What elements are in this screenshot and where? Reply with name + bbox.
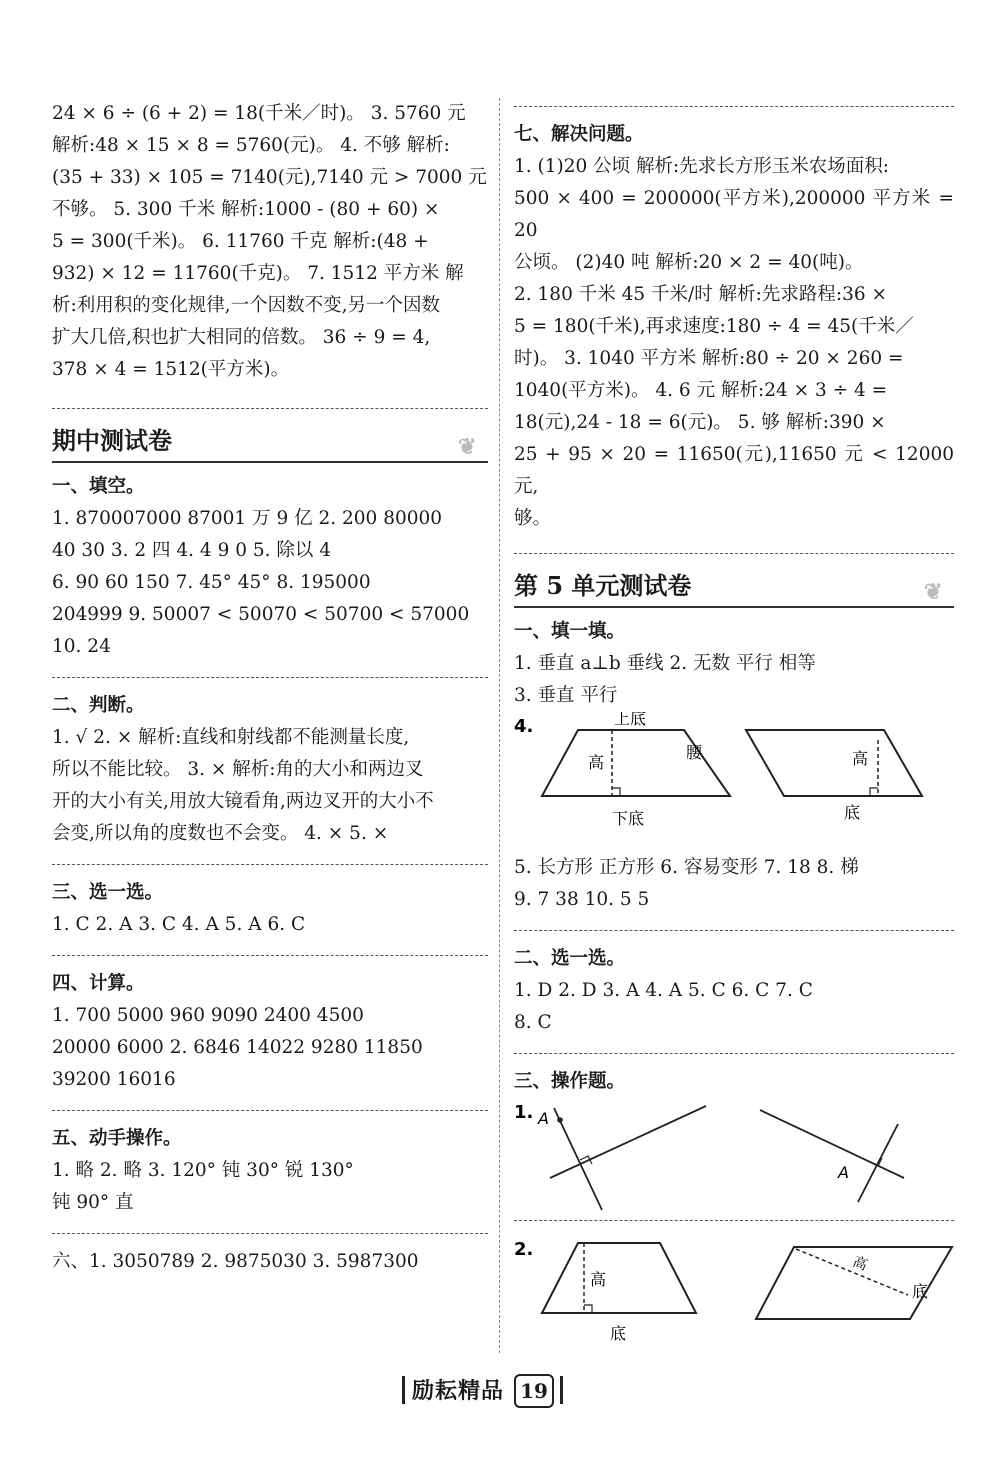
- dashed-divider: [514, 553, 954, 554]
- subsection-heading: 一、填空。: [52, 476, 145, 497]
- text-line: 钝 90° 直: [52, 1192, 134, 1213]
- leaf-icon: ❦: [458, 434, 477, 460]
- page-number: 19: [514, 1374, 554, 1408]
- text-line: 20000 6000 2. 6846 14022 9280 11850: [52, 1037, 423, 1058]
- label-waist: 腰: [686, 743, 703, 762]
- trapezoid-shape: [542, 730, 730, 796]
- question-number: 4.: [514, 716, 534, 737]
- subsection-heading: 四、计算。: [52, 973, 145, 994]
- height-drawing-figure: [514, 1233, 954, 1351]
- text-line: 9. 7 38 10. 5 5: [514, 889, 650, 910]
- text-line: 5 = 300(千米)。 6. 11760 千克 解析:(48 +: [52, 231, 429, 252]
- text-line: 1040(平方米)。 4. 6 元 解析:24 × 3 ÷ 4 =: [514, 380, 888, 401]
- text-line: 1. C 2. A 3. C 4. A 5. A 6. C: [52, 914, 306, 935]
- text-line: 39200 16016: [52, 1069, 176, 1090]
- text-line: 会变,所以角的度数也不会变。 4. × 5. ×: [52, 823, 389, 844]
- question-number: 1.: [514, 1102, 534, 1123]
- dashed-divider: [514, 106, 954, 107]
- figure-q4: [514, 712, 954, 852]
- text-line: 8. C: [514, 1012, 552, 1033]
- text-line: 析:利用积的变化规律,一个因数不变,另一个因数: [52, 295, 440, 316]
- dashed-divider: [514, 930, 954, 931]
- footer-bar: [560, 1376, 563, 1404]
- text-line: 1. (1)20 公顷 解析:先求长方形玉米农场面积:: [514, 156, 890, 177]
- subsection-heading: 五、动手操作。: [52, 1128, 182, 1149]
- right-angle-mark: [870, 788, 878, 796]
- text-line: 开的大小有关,用放大镜看角,两边叉开的大小不: [52, 791, 434, 812]
- text-line: 解析:48 × 15 × 8 = 5760(元)。 4. 不够 解析:: [52, 135, 450, 156]
- subsection-heading: 二、判断。: [52, 695, 145, 716]
- label-height2: 高: [852, 749, 869, 768]
- text-line: (35 + 33) × 105 = 7140(元),7140 元 > 7000 元: [52, 167, 487, 188]
- text-line: 六、1. 3050789 2. 9875030 3. 5987300: [52, 1251, 419, 1272]
- subsection-heading: 七、解决问题。: [514, 124, 644, 145]
- subsection-heading: 一、填一填。: [514, 621, 626, 642]
- text-line: 1. 垂直 a⊥b 垂线 2. 无数 平行 相等: [514, 653, 816, 674]
- text-line: 1. √ 2. × 解析:直线和射线都不能测量长度,: [52, 727, 410, 748]
- trapezoid-shape: [542, 1243, 696, 1313]
- text-line: 18(元),24 - 18 = 6(元)。 5. 够 解析:390 ×: [514, 412, 886, 433]
- line-segment: [550, 1106, 706, 1178]
- text-line: 24 × 6 ÷ (6 + 2) = 18(千米／时)。 3. 5760 元: [52, 103, 466, 124]
- dashed-divider: [52, 1110, 488, 1111]
- label-point-a2: A: [838, 1163, 849, 1182]
- text-line: 2. 180 千米 45 千米/时 解析:先求路程:36 ×: [514, 284, 888, 305]
- text-line: 5 = 180(千米),再求速度:180 ÷ 4 = 45(千米／: [514, 316, 914, 337]
- text-line: 500 × 400 = 200000(平方米),200000 平方米 = 20: [514, 188, 954, 241]
- text-line: 204999 9. 50007 < 50070 < 50700 < 57000: [52, 604, 470, 625]
- trapezoid-parallelogram-figure: [514, 712, 954, 852]
- footer-bar: [402, 1376, 405, 1404]
- label-height: 高: [588, 753, 605, 772]
- text-line: 378 × 4 = 1512(平方米)。: [52, 359, 290, 380]
- parallelogram-height-line: [796, 1249, 908, 1295]
- text-line: 公顷。 (2)40 吨 解析:20 × 2 = 40(吨)。: [514, 252, 864, 273]
- perpendicular-line: [858, 1124, 898, 1202]
- text-line: 1. 870007000 87001 万 9 亿 2. 200 80000: [52, 508, 443, 529]
- parallelogram-shape: [746, 730, 922, 796]
- section-title: [52, 421, 488, 463]
- text-line: 1. 略 2. 略 3. 120° 钝 30° 锐 130°: [52, 1160, 354, 1181]
- dashed-divider: [514, 1053, 954, 1054]
- label-base2: 底: [912, 1282, 929, 1301]
- label-top-base: 上底: [614, 712, 647, 728]
- intro-block: [52, 98, 488, 386]
- section-title-text: 第 5 单元测试卷: [514, 571, 692, 600]
- text-line: 3. 垂直 平行: [514, 685, 618, 706]
- leaf-icon: ❦: [924, 579, 943, 605]
- label-base: 底: [610, 1324, 627, 1343]
- dashed-divider: [52, 955, 488, 956]
- section-title: [514, 566, 954, 608]
- text-line: 够。: [514, 508, 552, 529]
- left-column: [52, 98, 488, 1278]
- right-angle-mark: [584, 1305, 592, 1313]
- page-footer: [394, 1372, 594, 1408]
- label-bottom-base: 下底: [612, 809, 645, 828]
- text-line: 1. 700 5000 960 9090 2400 4500: [52, 1005, 364, 1026]
- text-line: 932) × 12 = 11760(千克)。 7. 1512 平方米 解: [52, 263, 464, 284]
- dashed-divider: [52, 408, 488, 409]
- label-base2: 底: [844, 803, 861, 822]
- text-line: 不够。 5. 300 千米 解析:1000 - (80 + 60) ×: [52, 199, 440, 220]
- figure-q2: [514, 1233, 954, 1351]
- text-line: 6. 90 60 150 7. 45° 45° 8. 195000: [52, 572, 371, 593]
- subsection-heading: 三、操作题。: [514, 1071, 626, 1092]
- dashed-divider: [52, 677, 488, 678]
- text-line: 25 + 95 × 20 = 11650(元),11650 元 < 12000 元,: [514, 444, 954, 497]
- text-line: 所以不能比较。 3. × 解析:角的大小和两边叉: [52, 759, 424, 780]
- right-column: [514, 98, 954, 1351]
- text-line: 40 30 3. 2 四 4. 4 9 0 5. 除以 4: [52, 540, 332, 561]
- perpendicular-lines-figure: [514, 1098, 954, 1216]
- dashed-divider: [52, 864, 488, 865]
- text-line: 1. D 2. D 3. A 4. A 5. C 6. C 7. C: [514, 980, 813, 1001]
- subsection-heading: 三、选一选。: [52, 882, 164, 903]
- label-point-a: A: [538, 1109, 549, 1128]
- label-height: 高: [590, 1270, 607, 1289]
- text-line: 5. 长方形 正方形 6. 容易变形 7. 18 8. 梯: [514, 857, 859, 878]
- dashed-divider: [52, 1233, 488, 1234]
- text-line: 时)。 3. 1040 平方米 解析:80 ÷ 20 × 260 =: [514, 348, 904, 369]
- text-line: 扩大几倍,积也扩大相同的倍数。 36 ÷ 9 = 4,: [52, 327, 431, 348]
- dashed-divider: [514, 1220, 954, 1221]
- brand-name: 励耘精品: [412, 1378, 505, 1404]
- point-marker: [557, 1117, 563, 1123]
- subsection-heading: 二、选一选。: [514, 948, 626, 969]
- line-segment: [760, 1110, 904, 1178]
- question-number: 2.: [514, 1239, 534, 1260]
- figure-q1: [514, 1098, 954, 1216]
- perpendicular-line: [554, 1108, 602, 1210]
- text-line: 10. 24: [52, 636, 111, 657]
- column-divider: [499, 98, 500, 1353]
- label-height2: 高: [850, 1253, 870, 1274]
- section-title-text: 期中测试卷: [52, 426, 172, 455]
- right-angle-mark: [612, 788, 620, 796]
